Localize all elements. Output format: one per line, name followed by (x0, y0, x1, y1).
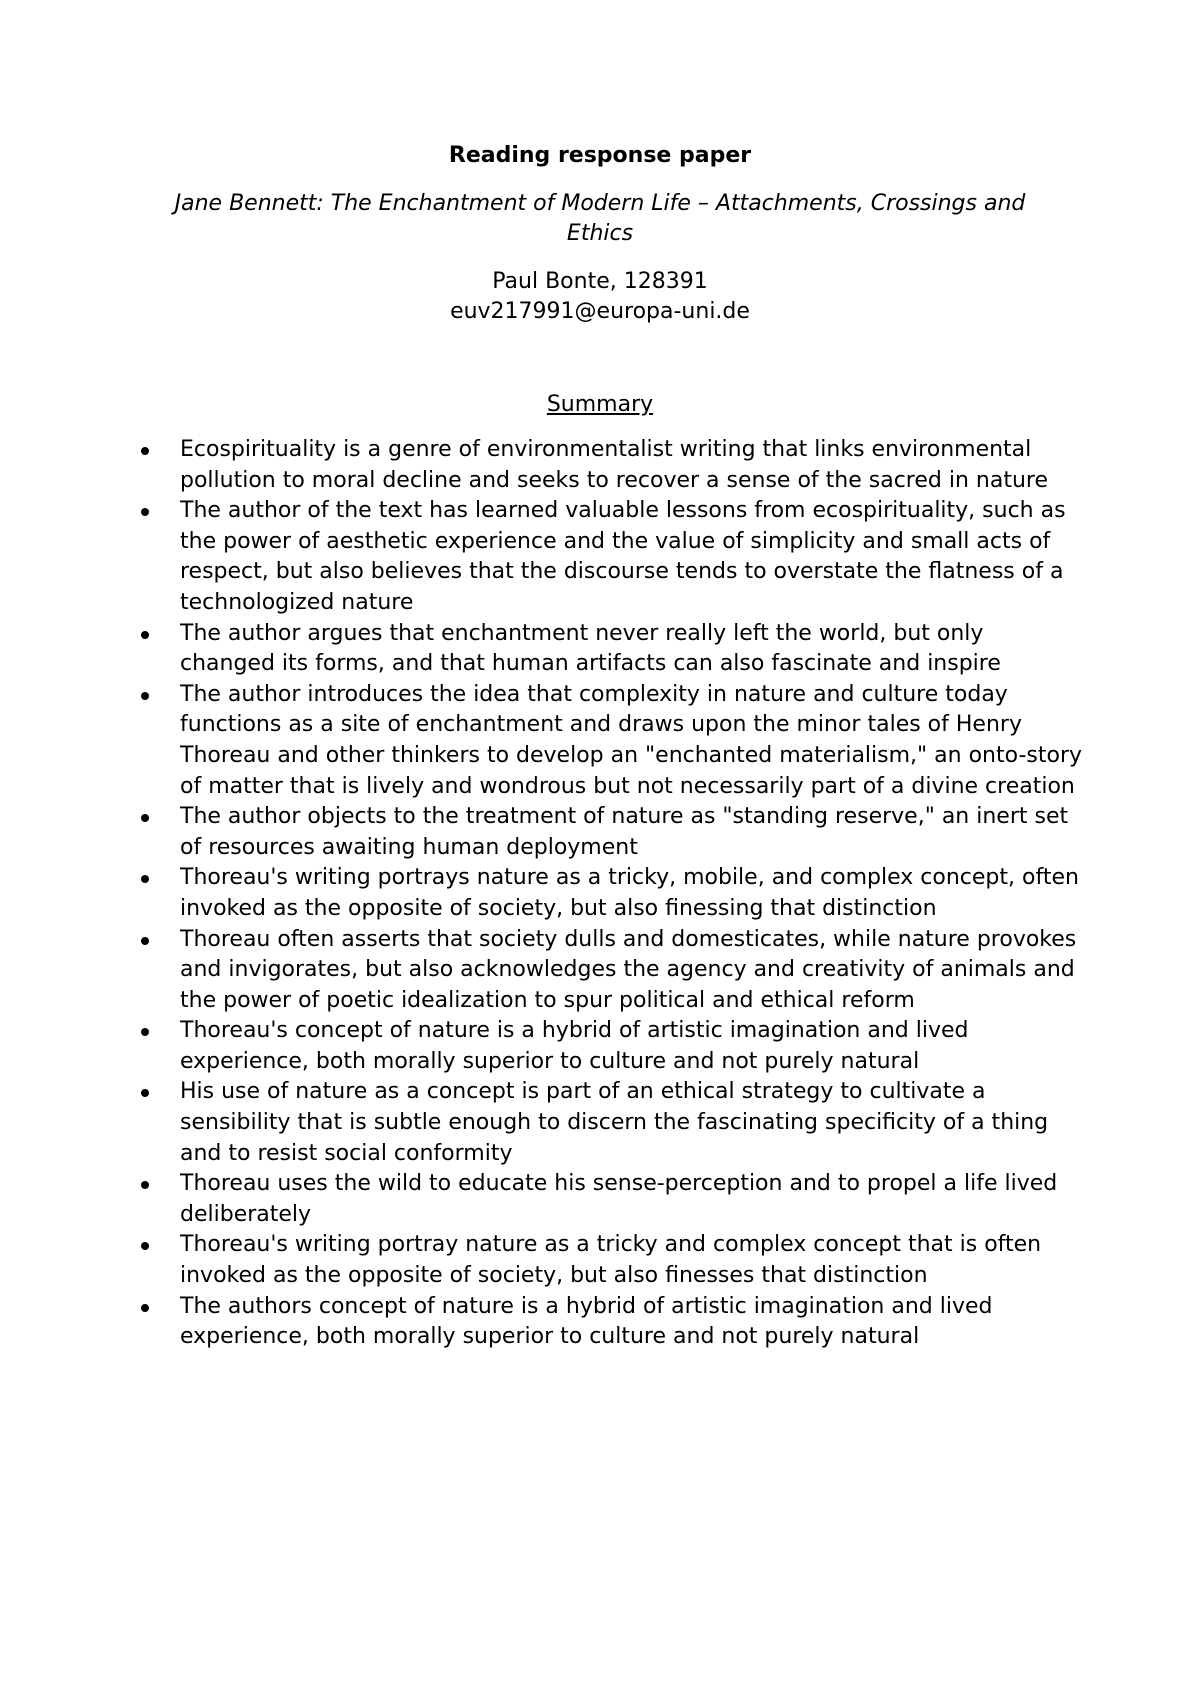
section-heading-summary: Summary (546, 392, 654, 417)
list-item-text: The author of the text has learned valuable lessons from ecospirituality, such as the power of aesthetic experience and the value of simplicity and small acts of respect, but also believes that the discourse tends to overstate the flatness of a technologized nature (180, 498, 1066, 615)
summary-bullet-list (138, 435, 1083, 1353)
list-item-text: Ecospirituality is a genre of environmentalist writing that links environmental pollution to moral decline and seeks to recover a sense of the sacred in nature (180, 437, 1048, 493)
bullet-icon (141, 1304, 149, 1312)
list-item (138, 1016, 1083, 1077)
list-item-text: The author introduces the idea that complexity in nature and culture today functions as a site of enchantment and draws upon the minor tales of Henry Thoreau and other thinkers to develop an "enchanted materialism," an onto-story of matter that is lively and wondrous but not necessarily part of a divine creation (180, 681, 1083, 799)
list-item-text: The author argues that enchantment never really left the world, but only changed its forms, and that human artifacts can also fascinate and inspire (180, 620, 1001, 677)
document-title: Reading response paper (448, 143, 752, 168)
list-item-text: Thoreau's writing portrays nature as a tricky, mobile, and complex concept, often invoked as the opposite of society, but also finessing that distinction (180, 865, 1079, 921)
list-item-text: Thoreau uses the wild to educate his sense-perception and to propel a life lived deliberately (180, 1171, 1058, 1227)
bullet-icon (141, 508, 149, 516)
bullet-icon (141, 937, 149, 945)
bullet-icon (141, 631, 149, 639)
bullet-icon (141, 692, 149, 700)
bullet-icon (141, 1242, 149, 1250)
list-item (138, 496, 1083, 618)
bullet-icon (141, 1028, 149, 1036)
list-item (138, 680, 1083, 802)
list-item (138, 1292, 1083, 1353)
list-item-text: His use of nature as a concept is part of an ethical strategy to cultivate a sensibility that is subtle enough to discern the fascinating specificity of a thing and to resist social conformity (180, 1079, 1049, 1166)
list-item-text: Thoreau's concept of nature is a hybrid of artistic imagination and lived experience, both morally superior to culture and not purely natural (180, 1018, 969, 1074)
bullet-icon (141, 447, 149, 455)
list-item (138, 1230, 1083, 1291)
list-item (138, 863, 1083, 924)
list-item (138, 435, 1083, 496)
list-item-text: The authors concept of nature is a hybrid of artistic imagination and lived experience, both morally superior to culture and not purely natural (180, 1293, 993, 1350)
bullet-icon (141, 1181, 149, 1189)
author-line: Paul Bonte, 128391 (492, 269, 708, 294)
author-email: euv217991@europa-uni.de (450, 299, 750, 324)
bullet-icon (141, 875, 149, 883)
list-item (138, 619, 1083, 680)
list-item-text: The author objects to the treatment of nature as "standing reserve," an inert set of resources awaiting human deployment (180, 804, 1069, 860)
list-item-text: Thoreau often asserts that society dulls and domesticates, while nature provokes and invigorates, but also acknowledges the agency and creativity of animals and the power of poetic idealization to spur political and ethical reform (180, 926, 1077, 1013)
bullet-icon (141, 814, 149, 822)
list-item (138, 802, 1083, 863)
list-item-text: Thoreau's writing portray nature as a tricky and complex concept that is often invoked as the opposite of society, but also finesses that distinction (180, 1232, 1042, 1289)
document-subtitle: Jane Bennett: The Enchantment of Modern Life – Attachments, Crossings and Ethics (174, 191, 1026, 246)
list-item (138, 1169, 1083, 1230)
bullet-icon (141, 1089, 149, 1097)
list-item (138, 925, 1083, 1017)
list-item (138, 1077, 1083, 1169)
